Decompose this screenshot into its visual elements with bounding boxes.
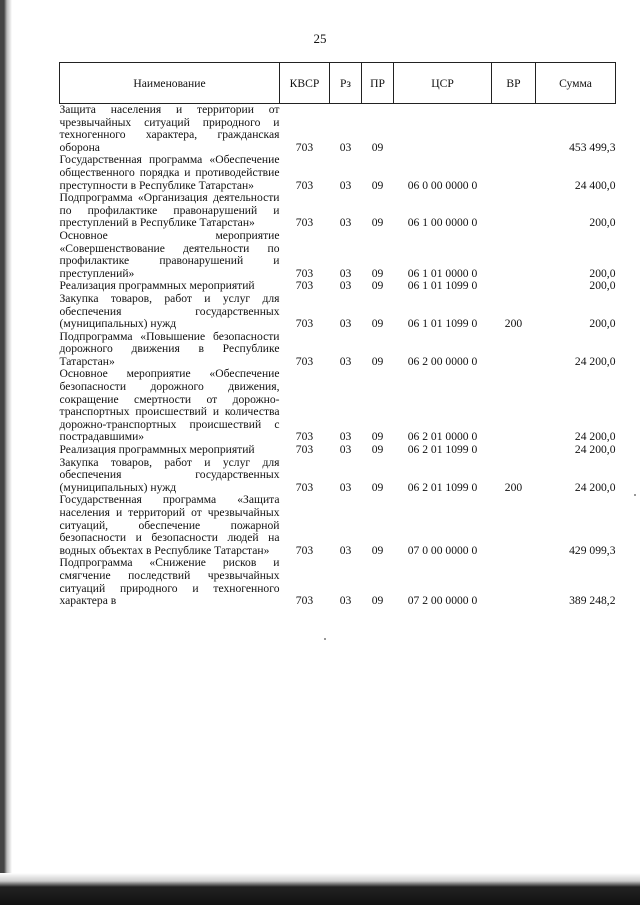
row-name: Государственная программа «Защита населения и территорий от чрезвычайных ситуаций, обеспечение пожарной безопасности и безопасности людей на водных объектах в Республике Татарстан» — [59, 493, 280, 557]
row-kvsr: 703 — [295, 543, 314, 557]
column-header-name: Наименование — [60, 63, 280, 104]
row-csr — [394, 104, 492, 155]
row-vr — [492, 368, 536, 444]
row-rz: 03 — [339, 594, 352, 608]
row-sum: 200,0 — [589, 279, 616, 293]
row-name: Закупка товаров, работ и услуг для обеспечения государственных (муниципальных) нужд — [59, 291, 280, 331]
row-sum: 429 099,3 — [569, 543, 616, 557]
row-name: Защита населения и территории от чрезвычайных ситуаций природного и техногенного характера, гражданская оборона — [59, 103, 280, 154]
row-name: Реализация программных мероприятий — [59, 279, 255, 293]
row-vr: 200 — [504, 317, 523, 331]
row-kvsr: 703 — [295, 594, 314, 608]
row-rz: 03 — [339, 543, 352, 557]
row-vr — [492, 154, 536, 192]
row-sum: 389 248,2 — [569, 594, 616, 608]
row-kvsr: 703 — [295, 317, 314, 331]
row-vr — [492, 230, 536, 280]
row-rz: 03 — [339, 480, 352, 494]
row-name: Основное мероприятие «Совершенствование деятельности по профилактике правонарушений и преступлений» — [59, 228, 280, 280]
row-kvsr: 703 — [295, 430, 314, 444]
row-name: Основное мероприятие «Обеспечение безопасности дорожного движения, сокращение смертности от дорожно-транспортных происшествий и количества дорожно-транспортных происшествий с пострадавшими» — [59, 367, 280, 444]
row-pr: 09 — [371, 279, 384, 293]
row-name: Подпрограмма «Повышение безопасности дорожного движения в Республике Татарстан» — [59, 329, 280, 368]
column-header-rz: Рз — [330, 63, 362, 104]
row-pr: 09 — [371, 443, 384, 457]
table-row — [60, 331, 616, 369]
table-row — [60, 557, 616, 607]
row-pr: 09 — [371, 480, 384, 494]
table-row — [60, 457, 616, 495]
row-vr — [492, 331, 536, 369]
row-csr: 06 1 01 0000 0 — [407, 266, 478, 280]
row-kvsr: 703 — [295, 443, 314, 457]
row-sum: 24 400,0 — [574, 178, 616, 192]
row-pr: 09 — [371, 140, 384, 154]
row-sum: 200,0 — [589, 216, 616, 230]
row-sum: 24 200,0 — [574, 354, 616, 368]
row-rz: 03 — [339, 317, 352, 331]
scan-speck — [634, 494, 636, 496]
row-kvsr: 703 — [295, 480, 314, 494]
column-header-sum: Сумма — [536, 63, 616, 104]
row-vr — [492, 280, 536, 293]
column-header-kvsr: КВСР — [280, 63, 330, 104]
row-name: Реализация программных мероприятий — [59, 443, 255, 457]
table-body — [60, 104, 616, 608]
row-vr: 200 — [504, 480, 523, 494]
row-vr — [492, 444, 536, 457]
table-row — [60, 192, 616, 230]
row-name: Подпрограмма «Снижение рисков и смягчение последствий чрезвычайных ситуаций природного и техногенного характера в — [59, 556, 280, 608]
row-pr: 09 — [371, 216, 384, 230]
row-kvsr: 703 — [295, 354, 314, 368]
row-name: Закупка товаров, работ и услуг для обеспечения государственных (муниципальных) нужд — [59, 455, 280, 494]
row-kvsr: 703 — [295, 178, 314, 192]
row-vr — [492, 104, 536, 155]
row-pr: 09 — [371, 178, 384, 192]
row-csr: 07 0 00 0000 0 — [407, 543, 478, 557]
row-csr: 06 1 01 1099 0 — [407, 317, 478, 331]
scan-bottom-edge — [0, 873, 640, 905]
table-row — [60, 104, 616, 155]
row-kvsr: 703 — [295, 266, 314, 280]
budget-table — [59, 62, 616, 608]
row-pr: 09 — [371, 594, 384, 608]
row-kvsr: 703 — [295, 279, 314, 293]
row-rz: 03 — [339, 140, 352, 154]
row-pr: 09 — [371, 266, 384, 280]
column-header-vr: ВР — [492, 63, 536, 104]
row-vr — [492, 192, 536, 230]
table-row — [60, 444, 616, 457]
row-name: Подпрограмма «Организация деятельности по профилактике правонарушений и преступлений в Республике Татарстан» — [59, 191, 280, 230]
scan-speck — [324, 638, 326, 640]
row-pr: 09 — [371, 543, 384, 557]
row-vr — [492, 557, 536, 607]
row-csr: 06 2 00 0000 0 — [407, 354, 478, 368]
row-name: Государственная программа «Обеспечение общественного порядка и противодействие преступности в Республике Татарстан» — [59, 153, 280, 192]
column-header-pr: ПР — [362, 63, 394, 104]
row-csr: 06 0 00 0000 0 — [407, 178, 478, 192]
row-csr: 06 2 01 1099 0 — [407, 443, 478, 457]
row-csr: 07 2 00 0000 0 — [407, 594, 478, 608]
row-sum: 200,0 — [589, 266, 616, 280]
row-rz: 03 — [339, 430, 352, 444]
table-row — [60, 230, 616, 280]
column-header-csr: ЦСР — [394, 63, 492, 104]
row-rz: 03 — [339, 279, 352, 293]
row-csr: 06 1 01 1099 0 — [407, 279, 478, 293]
row-rz: 03 — [339, 216, 352, 230]
row-sum: 24 200,0 — [574, 443, 616, 457]
row-pr: 09 — [371, 430, 384, 444]
row-pr: 09 — [371, 317, 384, 331]
row-rz: 03 — [339, 354, 352, 368]
row-rz: 03 — [339, 443, 352, 457]
row-pr: 09 — [371, 354, 384, 368]
row-csr: 06 2 01 1099 0 — [407, 480, 478, 494]
row-csr: 06 1 00 0000 0 — [407, 216, 478, 230]
row-sum: 24 200,0 — [574, 480, 616, 494]
table-row — [60, 494, 616, 557]
table-header — [60, 63, 616, 104]
row-sum: 200,0 — [589, 317, 616, 331]
row-sum: 453 499,3 — [569, 140, 616, 154]
row-rz: 03 — [339, 266, 352, 280]
scan-left-edge — [0, 0, 12, 905]
row-kvsr: 703 — [295, 216, 314, 230]
row-csr: 06 2 01 0000 0 — [407, 430, 478, 444]
table-row — [60, 293, 616, 331]
row-rz: 03 — [339, 178, 352, 192]
row-kvsr: 703 — [295, 140, 314, 154]
row-vr — [492, 494, 536, 557]
page-number: 25 — [313, 31, 327, 46]
row-sum: 24 200,0 — [574, 430, 616, 444]
table-row — [60, 154, 616, 192]
table-row — [60, 368, 616, 444]
